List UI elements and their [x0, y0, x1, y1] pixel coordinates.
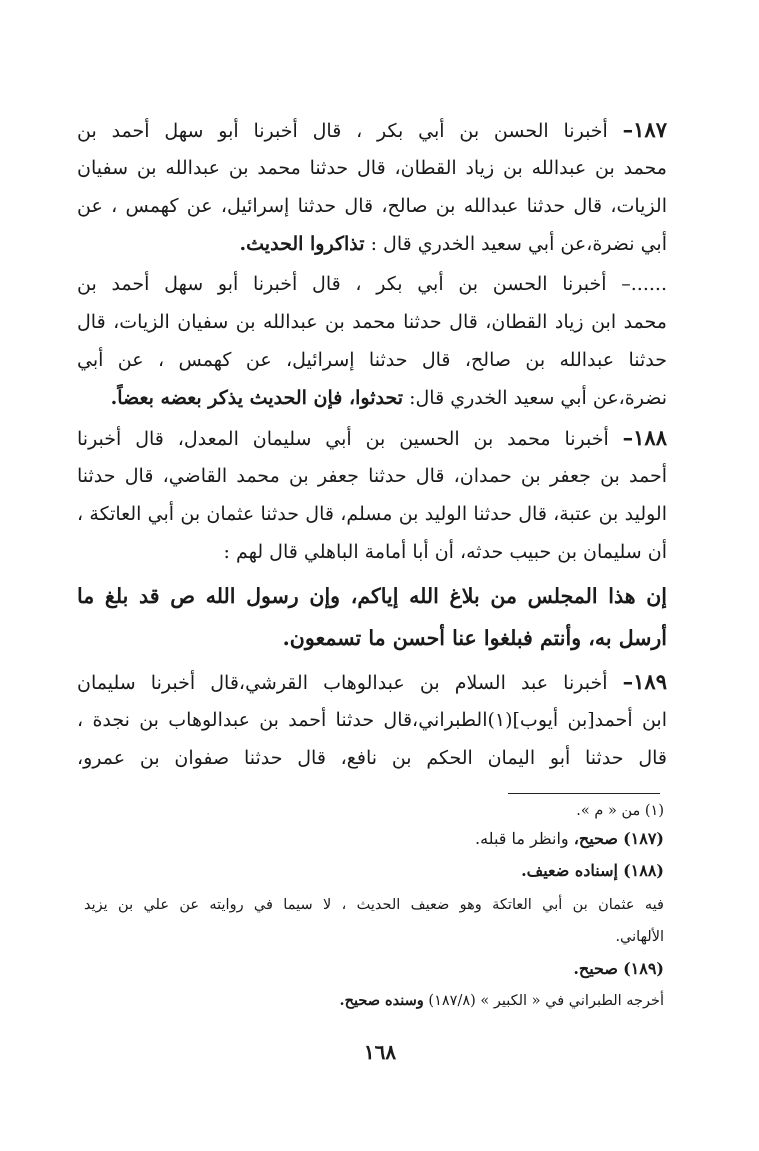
footnote-1: (١) من « م ». [576, 803, 664, 819]
hadith-187b-line-3: حدثنا عبدالله بن صالح، قال حدثنا إسرائيل، عن كهمس ، عن أبي [77, 349, 667, 371]
footnote-187 [84, 826, 664, 852]
hadith-187-line-4 [77, 226, 667, 262]
hadith-187b-matn: تحدثوا، فإن الحديث يذكر بعضه بعضاً. [110, 387, 404, 409]
footnote-188 [84, 858, 664, 884]
hadith-187-text: أخبرنا الحسن بن أبي بكر ، قال أخبرنا أبو سهل أحمد بن [77, 120, 608, 142]
hadith-187b-line-1: ......– أخبرنا الحسن بن أبي بكر ، قال أخبرنا أبو سهل أحمد بن [77, 273, 667, 295]
footnote-189-grade: صحيح. [573, 959, 618, 978]
footnote-189-number: (١٨٩) [623, 959, 664, 978]
hadith-188-line-4: أن سليمان بن حبيب حدثه، أن أبا أمامة الباهلي قال لهم : [223, 541, 667, 563]
footnote-187-grade: صحيح، [573, 829, 618, 848]
hadith-188-matn-line-1: إن هذا المجلس من بلاغ الله إياكم، وإن رسول الله ص قد بلغ ما [77, 584, 667, 608]
hadith-number-188: ١٨٨– [622, 425, 667, 450]
hadith-189-line-2: ابن أحمد[بن أيوب](١)الطبراني،قال حدثنا أحمد بن عبدالوهاب بن نجدة ، [77, 709, 667, 731]
hadith-187b-isnad-end: نضرة،عن أبي سعيد الخدري قال: [409, 387, 667, 409]
footnote-187-number: (١٨٧) [623, 829, 664, 848]
hadith-187-line-3: الزيات، قال حدثنا عبدالله بن صالح، قال حدثنا إسرائيل، عن كهمس ، عن [77, 195, 667, 217]
hadith-187-matn: تذاكروا الحديث. [239, 233, 365, 255]
hadith-187b-line-2: محمد ابن زياد القطان، قال حدثنا محمد بن عبدالله بن سفيان الزيات، قال [77, 311, 667, 333]
footnote-189-source: أخرجه الطبراني في « الكبير » (١٨٧/٨) [428, 993, 664, 1009]
hadith-189-line-3: قال حدثنا أبو اليمان الحكم بن نافع، قال حدثنا صفوان بن عمرو، [77, 747, 667, 769]
hadith-187b-line-4 [77, 380, 667, 416]
hadith-number-187: ١٨٧– [622, 117, 667, 142]
footnote-189-verdict: وسنده صحيح. [339, 992, 424, 1009]
hadith-189-text: أخبرنا عبد السلام بن عبدالوهاب القرشي،قال أخبرنا سليمان [77, 672, 608, 694]
hadith-188-matn-line-2: أرسل به، وأنتم فبلغوا عنا أحسن ما تسمعون. [282, 626, 667, 650]
hadith-187-isnad-end: أبي نضرة،عن أبي سعيد الخدري قال : [370, 233, 667, 255]
hadith-187-line-1 [77, 112, 667, 148]
hadith-number-189: ١٨٩– [622, 669, 667, 694]
page-number: ١٦٨ [363, 1040, 397, 1064]
footnote-189-detail [84, 988, 664, 1014]
footnote-188-number: (١٨٨) [623, 861, 664, 880]
footnote-189 [84, 956, 664, 982]
footnote-188-grade: إسناده ضعيف. [521, 861, 618, 880]
hadith-187-line-2: محمد بن عبدالله بن زياد القطان، قال حدثنا محمد بن عبدالله بن سفيان [77, 157, 667, 179]
footnote-188-detail-line-1: فيه عثمان بن أبي العاتكة وهو ضعيف الحديث ، لا سيما في روايته عن علي بن يزيد [84, 897, 664, 913]
footnote-separator [508, 793, 660, 794]
footnote-187-note: وانظر ما قبله. [475, 829, 569, 848]
hadith-188-text: أخبرنا محمد بن الحسين بن أبي سليمان المعدل، قال أخبرنا [77, 428, 609, 450]
hadith-188-line-1 [77, 420, 667, 456]
hadith-188-line-2: أحمد بن جعفر بن حمدان، قال حدثنا جعفر بن محمد القاضي، قال حدثنا [77, 465, 667, 487]
hadith-189-line-1 [77, 664, 667, 700]
hadith-188-line-3: الوليد بن عتبة، قال حدثنا الوليد بن مسلم، قال حدثنا عثمان بن أبي العاتكة ، [77, 503, 667, 525]
footnote-188-detail-line-2: الألهاني. [615, 929, 664, 945]
